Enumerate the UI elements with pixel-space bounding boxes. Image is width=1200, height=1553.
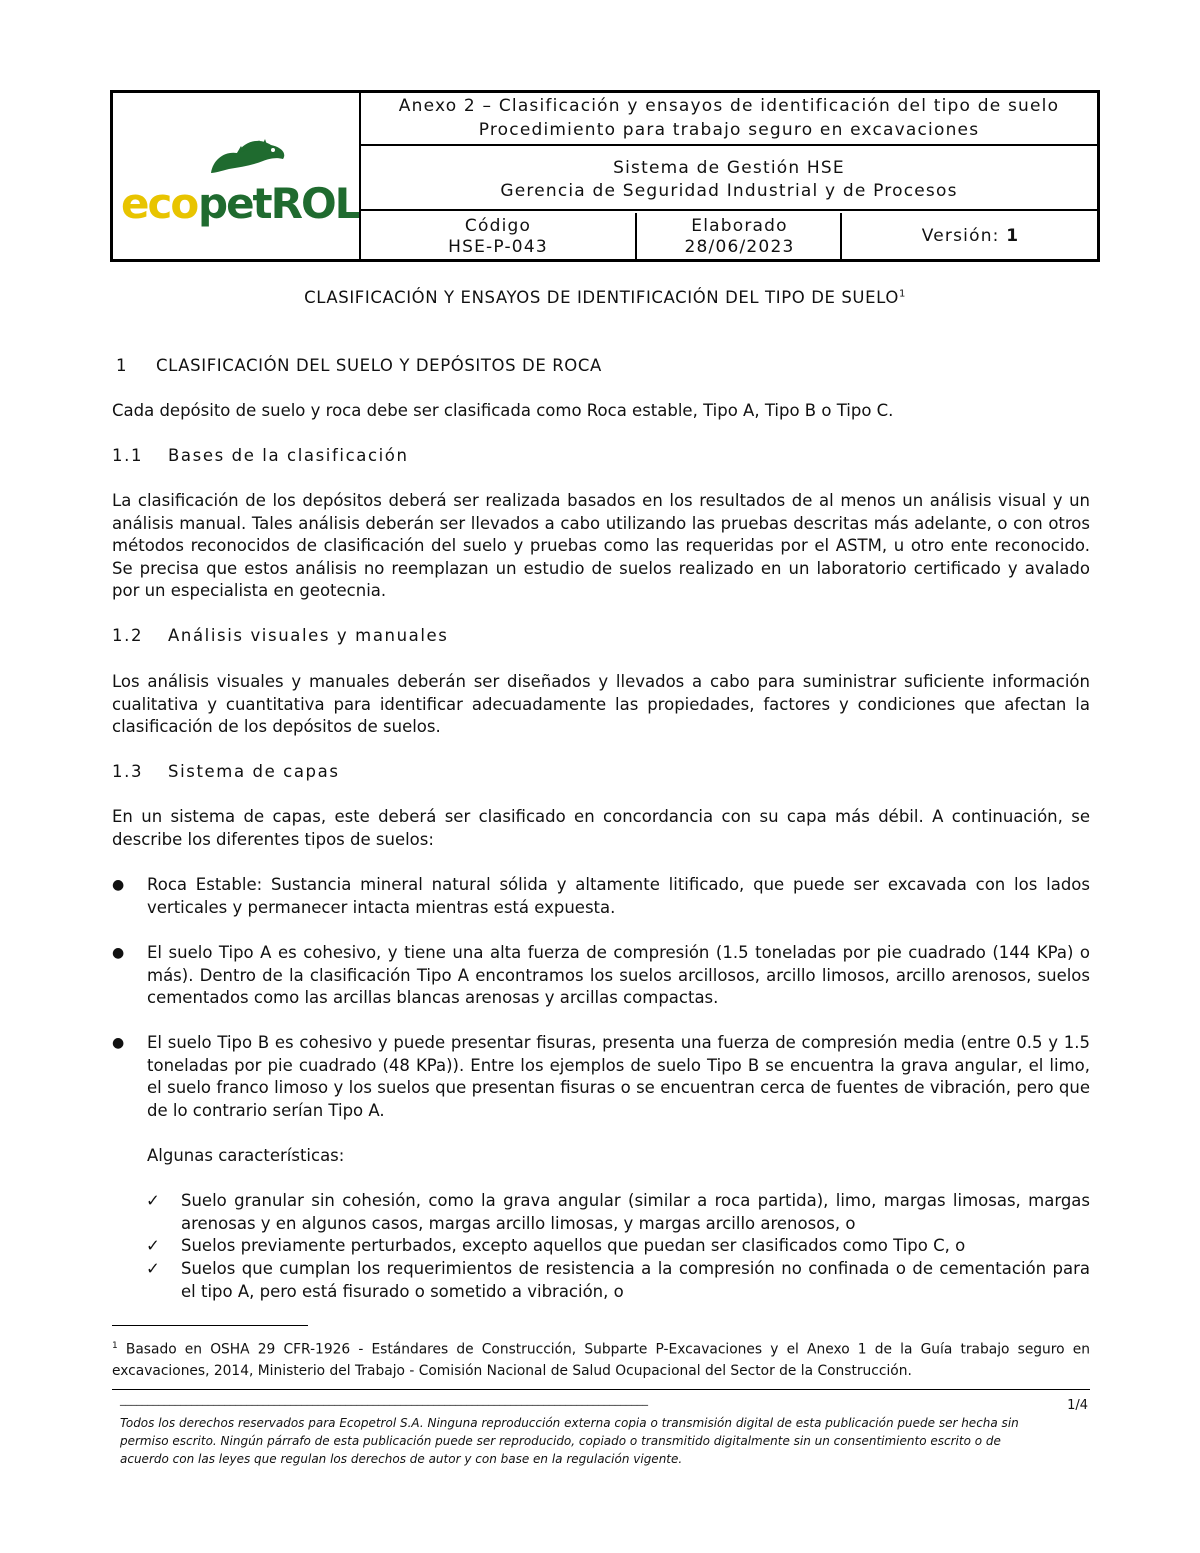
footnote (112, 1336, 1090, 1382)
section-number: 1.3 (112, 762, 144, 781)
bullet-icon: ● (112, 945, 125, 961)
version-value: 1 (1006, 226, 1020, 246)
bullet-text: Roca Estable: Sustancia mineral natural sólida y altamente litificado, que puede ser excavada con los lados verticales y permanecer intacta mientras está expuesta. (147, 875, 1090, 917)
version-cell (844, 213, 1097, 259)
check-text: Suelo granular sin cohesión, como la grava angular (similar a roca partida), limo, margas limosas, margas arenosas y en algunos casos, margas arcillo limosas, y margas arcillo arenosos, o (181, 1191, 1090, 1233)
footnote-ref[interactable]: 1 (898, 288, 906, 300)
svg-text:petROL: petROL (198, 179, 359, 228)
checkmark-icon: ✓ (146, 1236, 160, 1255)
document-header-table (110, 90, 1100, 262)
bullet-item (112, 874, 1090, 919)
prepared-label: Elaborado (691, 216, 788, 236)
procedure-title: Procedimiento para trabajo seguro en excavaciones (478, 120, 980, 140)
footnote-number: 1 (112, 1341, 118, 1351)
section-1-3-heading (112, 762, 340, 781)
bullet-icon: ● (112, 1035, 125, 1051)
header-meta-row (361, 213, 1097, 259)
management-name: Gerencia de Seguridad Industrial y de Procesos (500, 181, 958, 201)
section-1-heading (116, 356, 602, 375)
section-title: Bases de la clasificación (168, 446, 409, 465)
section-1-1-heading (112, 446, 409, 465)
footnote-text: Basado en OSHA 29 CFR-1926 - Estándares de Construcción, Subparte P-Excavaciones y el Anexo 1 de la Guía trabajo seguro en excavaciones, 2014, Ministerio del Trabajo - Comisión Nacional de Salud Ocupacional del Sector de la Construcción. (112, 1341, 1090, 1379)
document-title: CLASIFICACIÓN Y ENSAYOS DE IDENTIFICACIÓN DEL TIPO DE SUELO$^1$ (304, 288, 906, 307)
check-item (146, 1190, 1090, 1235)
code-label: Código (464, 216, 532, 236)
paragraph-1-2: Los análisis visuales y manuales deberán ser diseñados y llevados a cabo para suministrar suficiente información cualitativa y cuantitativa para identificar adecuadamente las propiedades, factores y condiciones que afectan la clasificación de los depósitos de suelos. (112, 672, 1090, 737)
bullet-text: El suelo Tipo B es cohesivo y puede presentar fisuras, presenta una fuerza de compresión media (entre 0.5 y 1.5 toneladas por pie cuadrado (48 KPa)). Entre los ejemplos de suelo Tipo B se encuentra la grava angular, el limo, el suelo franco limoso y los suelos que presentan fisuras o se encuentran cerca de fuentes de vibración, pero que de lo contrario serían Tipo A. (147, 1033, 1090, 1120)
version-label: Versión: (921, 226, 1000, 246)
check-item (146, 1258, 1090, 1303)
section-1-2-heading (112, 626, 449, 645)
prepared-cell (639, 213, 842, 259)
prepared-value: 28/06/2023 (684, 237, 795, 257)
ecopetrol-logo (113, 93, 359, 259)
code-cell (361, 213, 637, 259)
section-number: 1.2 (112, 626, 144, 645)
footer-dashes: ________________________________________________________________________________________________ (120, 1393, 648, 1406)
paragraph-1-1: La clasificación de los depósitos deberá ser realizada basados en los resultados de al menos un análisis visual y un análisis manual. Tales análisis deberán ser llevados a cabo utilizando las pruebas descritas más adelante, o con otros métodos reconocidos de clasificación del suelo y pruebas como las requeridas por el ASTM, u otro ente reconocido. Se precisa que estos análisis no reemplazan un estudio de suelos realizado en un laboratorio certificado y avalado por un especialista en geotecnia. (112, 491, 1090, 601)
checkmark-icon: ✓ (146, 1259, 160, 1278)
check-text: Suelos previamente perturbados, excepto aquellos que puedan ser clasificados como Tipo C, o (181, 1236, 966, 1255)
check-text: Suelos que cumplan los requerimientos de resistencia a la compresión no confinada o de cementación para el tipo A, pero está fisurado o sometido a vibración, o (181, 1259, 1090, 1301)
footer-separator (112, 1389, 1090, 1390)
bullet-text: El suelo Tipo A es cohesivo, y tiene una alta fuerza de compresión (1.5 toneladas por pie cuadrado (144 KPa) o más). Dentro de la clasificación Tipo A encontramos los suelos arcillosos, arcillo limosos, arcillo arenosos, suelos cementados como las arcillas blancas arenosas y arcillas compactas. (147, 943, 1090, 1008)
copyright-notice: Todos los derechos reservados para Ecopetrol S.A. Ninguna reproducción externa copia o transmisión digital de esta publicación puede ser hecha sin permiso escrito. Ningún párrafo de esta publicación puede ser reproducido, copiado o transmitido digitalmente sin un consentimiento escrito o de acuerdo con las leyes que regulan los derechos de autor y con base en la regulación vigente. (120, 1416, 1019, 1466)
check-item (146, 1235, 1090, 1258)
svg-text:eco: eco (121, 179, 198, 228)
footnote-separator (112, 1325, 308, 1326)
logo-cell (113, 93, 361, 259)
bullet-item (112, 1032, 1090, 1122)
paragraph-1-3: En un sistema de capas, este deberá ser clasificado en concordancia con su capa más débil. A continuación, se describe los diferentes tipos de suelos: (112, 807, 1090, 849)
annex-title: Anexo 2 – Clasificación y ensayos de identificación del tipo de suelo (398, 96, 1060, 116)
intro-paragraph: Cada depósito de suelo y roca debe ser clasificada como Roca estable, Tipo A, Tipo B o Tipo C. (112, 401, 894, 420)
header-title-cell (361, 93, 1097, 146)
features-label: Algunas características: (147, 1146, 345, 1165)
section-number: 1.1 (112, 446, 144, 465)
section-title: CLASIFICACIÓN DEL SUELO Y DEPÓSITOS DE ROCA (156, 356, 602, 375)
system-name: Sistema de Gestión HSE (613, 158, 845, 178)
section-title: Análisis visuales y manuales (168, 626, 449, 645)
header-system-cell (361, 145, 1097, 211)
page-number: 1/4 (1067, 1398, 1088, 1413)
checkmark-icon: ✓ (146, 1191, 160, 1210)
section-number: 1 (116, 356, 128, 375)
bullet-icon: ● (112, 877, 125, 893)
iguana-icon (211, 139, 284, 173)
bullet-item (112, 942, 1090, 1010)
section-title: Sistema de capas (168, 762, 340, 781)
code-value: HSE-P-043 (448, 237, 548, 257)
